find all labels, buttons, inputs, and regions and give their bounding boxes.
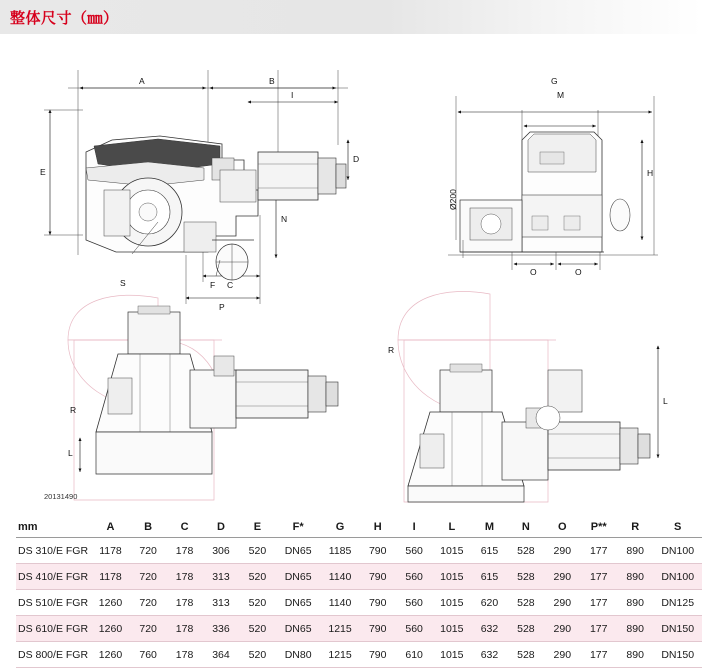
cell-I: 560 bbox=[396, 538, 432, 564]
cell-F: DN65 bbox=[276, 590, 321, 616]
col-header-M: M bbox=[471, 518, 507, 538]
cell-N: 528 bbox=[508, 590, 544, 616]
cell-G: 1140 bbox=[321, 590, 360, 616]
cell-G: 1140 bbox=[321, 564, 360, 590]
dimension-label-L-right: L bbox=[663, 396, 668, 406]
cell-D: 313 bbox=[203, 590, 239, 616]
col-header-L: L bbox=[432, 518, 471, 538]
table-body bbox=[16, 538, 702, 668]
cell-O: 290 bbox=[544, 616, 580, 642]
dimension-label-H: H bbox=[647, 168, 654, 178]
cell-R: 890 bbox=[617, 564, 653, 590]
col-header-G: G bbox=[321, 518, 360, 538]
page-header-bar bbox=[0, 0, 702, 34]
cell-A: 1260 bbox=[91, 642, 130, 668]
cell-S: DN150 bbox=[653, 642, 702, 668]
cell-O: 290 bbox=[544, 564, 580, 590]
table-row bbox=[16, 590, 702, 616]
cell-F: DN65 bbox=[276, 564, 321, 590]
cell-B: 760 bbox=[130, 642, 166, 668]
cell-L: 1015 bbox=[432, 564, 471, 590]
cell-R: 890 bbox=[617, 590, 653, 616]
cell-G: 1215 bbox=[321, 616, 360, 642]
cell-F: DN80 bbox=[276, 642, 321, 668]
table-row bbox=[16, 564, 702, 590]
cell-P: 177 bbox=[581, 538, 617, 564]
col-header-P: P** bbox=[581, 518, 617, 538]
col-header-I: I bbox=[396, 518, 432, 538]
cell-G: 1215 bbox=[321, 642, 360, 668]
dimension-label-E: E bbox=[40, 167, 46, 177]
row-model: DS 510/E FGR bbox=[16, 590, 91, 616]
cell-D: 336 bbox=[203, 616, 239, 642]
cell-C: 178 bbox=[166, 590, 202, 616]
table-header bbox=[16, 518, 702, 538]
dimension-label-C: C bbox=[227, 280, 234, 290]
cell-O: 290 bbox=[544, 642, 580, 668]
cell-S: DN150 bbox=[653, 616, 702, 642]
cell-G: 1185 bbox=[321, 538, 360, 564]
cell-P: 177 bbox=[581, 642, 617, 668]
technical-drawing bbox=[8, 40, 694, 510]
cell-R: 890 bbox=[617, 538, 653, 564]
row-model: DS 310/E FGR bbox=[16, 538, 91, 564]
cell-E: 520 bbox=[239, 616, 275, 642]
dimension-label-O-right: O bbox=[575, 267, 582, 277]
dimension-label-L-left: L bbox=[68, 448, 73, 458]
col-header-F: F* bbox=[276, 518, 321, 538]
cell-M: 632 bbox=[471, 616, 507, 642]
col-header-B: B bbox=[130, 518, 166, 538]
cell-M: 615 bbox=[471, 538, 507, 564]
cell-N: 528 bbox=[508, 642, 544, 668]
table-row bbox=[16, 616, 702, 642]
cell-B: 720 bbox=[130, 616, 166, 642]
cell-C: 178 bbox=[166, 642, 202, 668]
col-header-D: D bbox=[203, 518, 239, 538]
cell-H: 790 bbox=[360, 538, 396, 564]
cell-C: 178 bbox=[166, 564, 202, 590]
cell-R: 890 bbox=[617, 616, 653, 642]
table-row bbox=[16, 538, 702, 564]
col-header-N: N bbox=[508, 518, 544, 538]
cell-M: 615 bbox=[471, 564, 507, 590]
cell-A: 1178 bbox=[91, 538, 130, 564]
cell-P: 177 bbox=[581, 590, 617, 616]
drawing-code: 20131490 bbox=[44, 492, 78, 501]
dimension-label-A: A bbox=[139, 76, 145, 86]
cell-F: DN65 bbox=[276, 616, 321, 642]
col-header-mm: mm bbox=[16, 518, 91, 538]
cell-A: 1260 bbox=[91, 590, 130, 616]
dimension-label-F: F bbox=[210, 280, 216, 290]
cell-E: 520 bbox=[239, 590, 275, 616]
cell-L: 1015 bbox=[432, 538, 471, 564]
dimension-label-I: I bbox=[291, 90, 294, 100]
cell-D: 306 bbox=[203, 538, 239, 564]
col-header-C: C bbox=[166, 518, 202, 538]
dimension-label-S: S bbox=[120, 278, 126, 288]
cell-L: 1015 bbox=[432, 616, 471, 642]
cell-I: 560 bbox=[396, 590, 432, 616]
cell-B: 720 bbox=[130, 538, 166, 564]
cell-M: 620 bbox=[471, 590, 507, 616]
cell-E: 520 bbox=[239, 642, 275, 668]
table-header-row bbox=[16, 518, 702, 538]
cell-A: 1260 bbox=[91, 616, 130, 642]
row-model: DS 800/E FGR bbox=[16, 642, 91, 668]
cell-P: 177 bbox=[581, 616, 617, 642]
cell-F: DN65 bbox=[276, 538, 321, 564]
row-model: DS 610/E FGR bbox=[16, 616, 91, 642]
cell-M: 632 bbox=[471, 642, 507, 668]
cell-D: 364 bbox=[203, 642, 239, 668]
cell-S: DN125 bbox=[653, 590, 702, 616]
col-header-R: R bbox=[617, 518, 653, 538]
cell-S: DN100 bbox=[653, 564, 702, 590]
cell-I: 560 bbox=[396, 564, 432, 590]
cell-S: DN100 bbox=[653, 538, 702, 564]
cell-H: 790 bbox=[360, 590, 396, 616]
cell-B: 720 bbox=[130, 590, 166, 616]
col-header-O: O bbox=[544, 518, 580, 538]
dimension-label-O-left: O bbox=[530, 267, 537, 277]
cell-N: 528 bbox=[508, 538, 544, 564]
col-header-H: H bbox=[360, 518, 396, 538]
cell-E: 520 bbox=[239, 538, 275, 564]
cell-C: 178 bbox=[166, 538, 202, 564]
cell-R: 890 bbox=[617, 642, 653, 668]
dimension-label-B: B bbox=[269, 76, 275, 86]
cell-C: 178 bbox=[166, 616, 202, 642]
cell-B: 720 bbox=[130, 564, 166, 590]
cell-H: 790 bbox=[360, 564, 396, 590]
cell-N: 528 bbox=[508, 616, 544, 642]
cell-O: 290 bbox=[544, 590, 580, 616]
cell-A: 1178 bbox=[91, 564, 130, 590]
col-header-A: A bbox=[91, 518, 130, 538]
row-model: DS 410/E FGR bbox=[16, 564, 91, 590]
cell-I: 610 bbox=[396, 642, 432, 668]
dimension-label-D: D bbox=[353, 154, 360, 164]
dimension-label-G: G bbox=[551, 76, 558, 86]
col-header-S: S bbox=[653, 518, 702, 538]
page-title: 整体尺寸（㎜） bbox=[10, 10, 119, 27]
dimension-label-P: P bbox=[219, 302, 225, 312]
cell-N: 528 bbox=[508, 564, 544, 590]
dimension-label-R-left: R bbox=[70, 405, 77, 415]
cell-E: 520 bbox=[239, 564, 275, 590]
dimension-label-N: N bbox=[281, 214, 288, 224]
cell-H: 790 bbox=[360, 642, 396, 668]
dimension-label-diameter-200: Ø200 bbox=[448, 189, 458, 210]
burner-dimension-drawing bbox=[8, 40, 694, 510]
col-header-E: E bbox=[239, 518, 275, 538]
dimension-label-R-right: R bbox=[388, 345, 395, 355]
cell-P: 177 bbox=[581, 564, 617, 590]
cell-O: 290 bbox=[544, 538, 580, 564]
cell-H: 790 bbox=[360, 616, 396, 642]
dimensions-table bbox=[16, 518, 702, 668]
dimension-label-M: M bbox=[557, 90, 565, 100]
cell-I: 560 bbox=[396, 616, 432, 642]
cell-D: 313 bbox=[203, 564, 239, 590]
cell-L: 1015 bbox=[432, 642, 471, 668]
cell-L: 1015 bbox=[432, 590, 471, 616]
